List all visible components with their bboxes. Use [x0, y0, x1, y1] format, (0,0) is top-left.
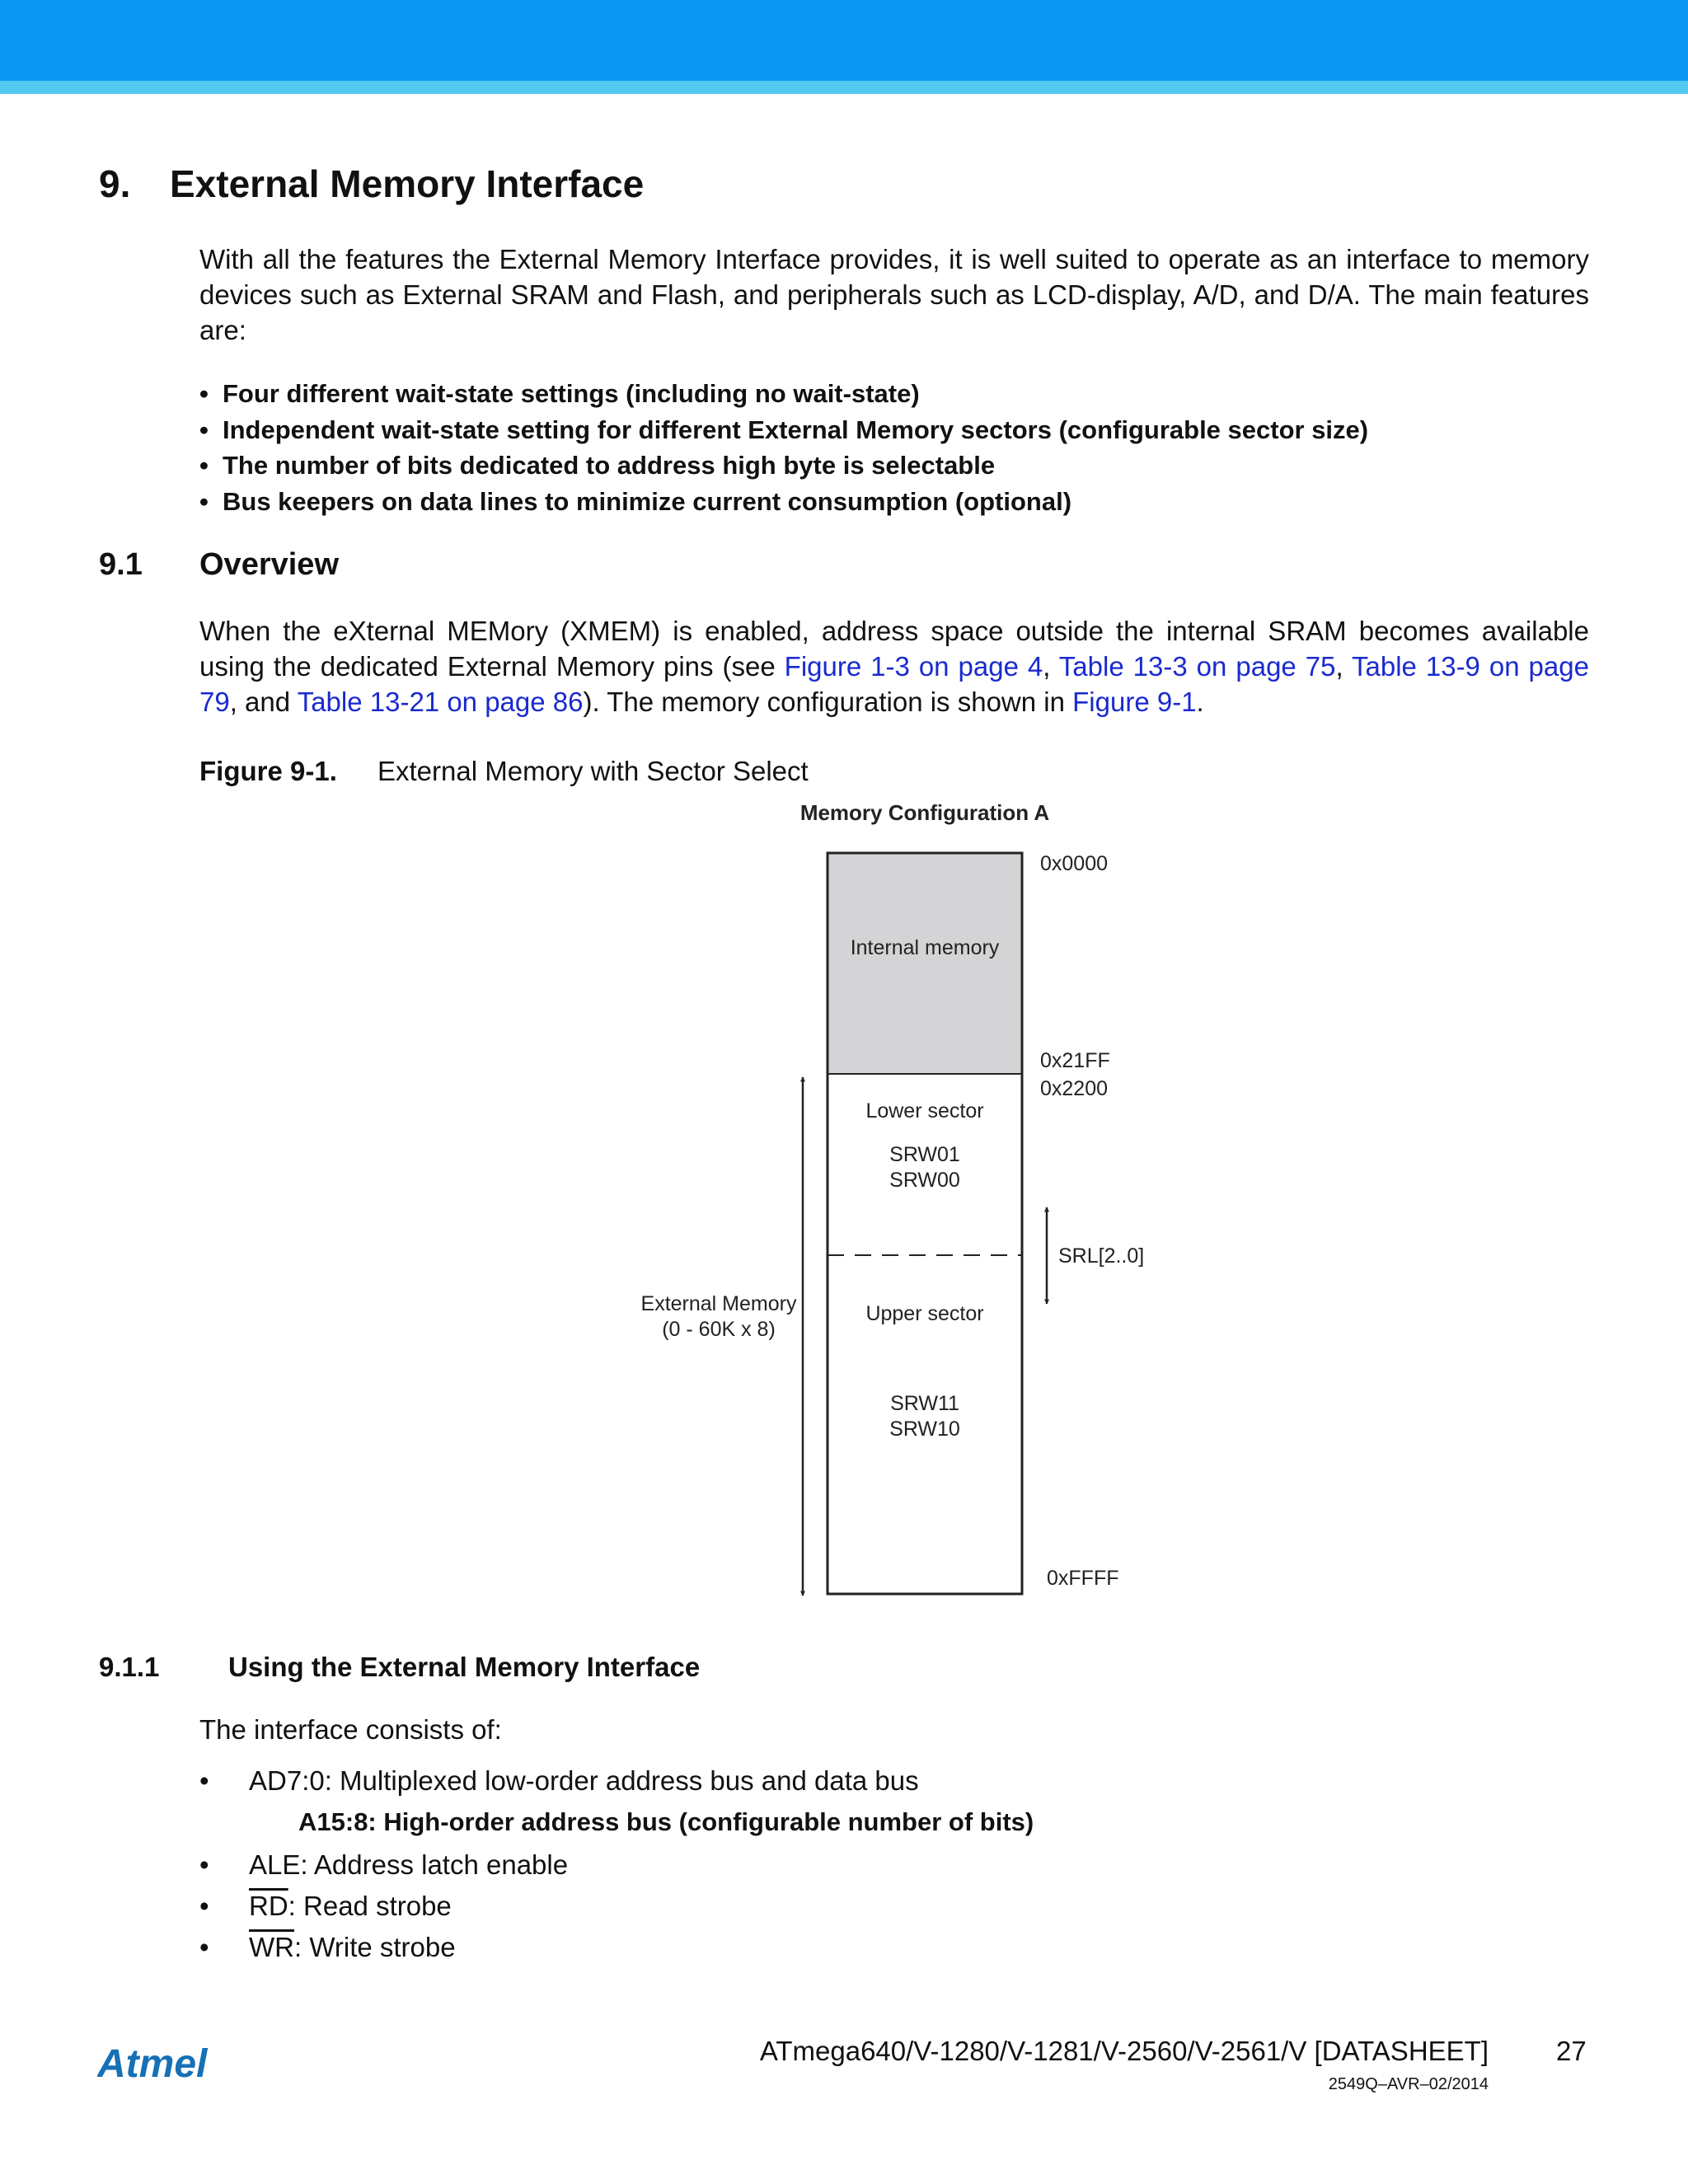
wr-signal: $\overline{WR}$	[249, 1932, 294, 1962]
page-number: 27	[1556, 2036, 1587, 2066]
link-figure-1-3[interactable]: Figure 1-3 on page 4	[784, 651, 1043, 682]
footer-title: ATmega640/V-1280/V-1281/V-2560/V-2561/V [DATASHEET]	[759, 2036, 1489, 2066]
external-memory-size: (0 - 60K x 8)	[662, 1318, 776, 1341]
list-item: • Four different wait-state settings (including no wait-state)	[199, 376, 1368, 412]
rd-signal: $\overline{RD}$	[249, 1891, 288, 1921]
interface-intro: The interface consists of:	[199, 1714, 502, 1745]
overview-text-part: .	[1196, 687, 1204, 717]
lower-srw-2: SRW00	[889, 1169, 960, 1192]
bullet: •	[199, 1932, 209, 1962]
bullet: •	[199, 1849, 209, 1880]
ad-item: AD7:0: Multiplexed low-order address bus and data bus	[249, 1765, 919, 1796]
overview-number: 9.1	[99, 547, 143, 582]
link-figure-9-1[interactable]: Figure 9-1	[1072, 687, 1197, 717]
overview-title: Overview	[199, 547, 339, 582]
figure-label: Figure 9-1.	[199, 756, 337, 786]
list-item: • Bus keepers on data lines to minimize current consumption (optional)	[199, 484, 1368, 520]
internal-memory-block	[828, 853, 1022, 1074]
srl-label: SRL[2..0]	[1058, 1244, 1145, 1268]
list-item: • Independent wait-state setting for different External Memory sectors (configurable sector size)	[199, 412, 1368, 448]
overview-text-part: When the eXternal MEMory (XMEM) is enabled, address space outside the internal SRAM becomes available using the dedicated External Memory pins (see	[199, 616, 1589, 682]
upper-sector-label: Upper sector	[865, 1302, 984, 1325]
logo-text: Atmel	[97, 2042, 208, 2086]
section-number: 9.	[99, 162, 131, 205]
lower-srw-1: SRW01	[889, 1143, 960, 1166]
external-memory-label: External Memory	[640, 1292, 797, 1315]
section-title: External Memory Interface	[170, 162, 645, 205]
overview-separator: ,	[1335, 651, 1352, 682]
wr-description: : Write strobe	[293, 1932, 456, 1962]
overview-separator: , and	[229, 687, 298, 717]
subsection-title: Using the External Memory Interface	[228, 1652, 701, 1682]
atmel-logo	[97, 2041, 239, 2090]
diagram-title: Memory Configuration A	[799, 800, 1050, 825]
overview-separator: ,	[1043, 651, 1059, 682]
overview-text-part: ). The memory configuration is shown in	[583, 687, 1073, 717]
address-0x2200: 0x2200	[1040, 1077, 1109, 1100]
subsection-number: 9.1.1	[99, 1652, 160, 1682]
link-table-13-21[interactable]: Table 13-21 on page 86	[297, 687, 584, 717]
rd-item	[249, 1891, 452, 1922]
upper-srw-2: SRW10	[889, 1418, 960, 1441]
rd-description: : Read strobe	[288, 1891, 452, 1921]
upper-srw-1: SRW11	[890, 1392, 959, 1415]
list-item: • The number of bits dedicated to address high byte is selectable	[199, 448, 1368, 484]
a15-item: A15:8: High-order address bus (configurable number of bits)	[298, 1807, 1034, 1836]
ale-item: ALE: Address latch enable	[249, 1849, 569, 1880]
section-intro-text: With all the features the External Memory Interface provides, it is well suited to operate as an interface to memory devices such as External SRAM and Flash, and peripherals such as LCD-display, A/D, and D/A. The main features are:	[199, 244, 1589, 345]
bullet: •	[199, 1765, 209, 1796]
address-0xffff: 0xFFFF	[1047, 1567, 1119, 1590]
internal-memory-label: Internal memory	[850, 936, 1000, 959]
bullet: •	[199, 1891, 209, 1921]
address-0x0000: 0x0000	[1040, 852, 1109, 875]
document-code: 2549Q–AVR–02/2014	[1328, 2075, 1489, 2093]
link-table-13-3[interactable]: Table 13-3 on page 75	[1058, 651, 1336, 682]
link-table-13-9[interactable]: Table 13-9 on page 79	[199, 651, 1589, 717]
wr-item	[249, 1932, 456, 1963]
subsection-heading	[99, 1652, 700, 1683]
figure-caption-text: External Memory with Sector Select	[377, 756, 809, 786]
lower-sector-label: Lower sector	[865, 1099, 984, 1122]
address-0x21ff: 0x21FF	[1040, 1049, 1110, 1072]
